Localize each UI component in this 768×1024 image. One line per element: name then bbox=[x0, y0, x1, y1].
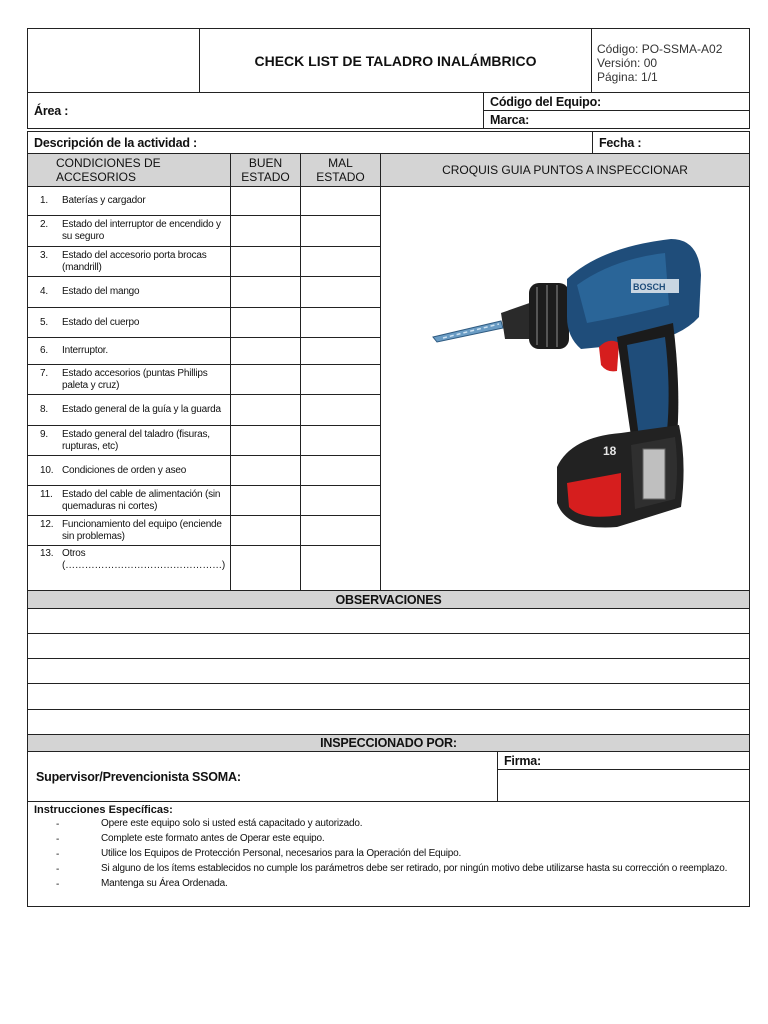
doc-version: Versión: 00 bbox=[597, 56, 658, 70]
item-number: 13. bbox=[40, 548, 54, 559]
col-header-buen: BUEN ESTADO bbox=[230, 153, 301, 187]
checklist-item bbox=[27, 307, 231, 338]
cordless-drill-image bbox=[381, 187, 749, 590]
observations-header: OBSERVACIONES bbox=[27, 590, 750, 609]
buen-estado-checkbox[interactable] bbox=[230, 215, 301, 247]
checklist-item bbox=[27, 246, 231, 277]
item-number: 2. bbox=[40, 219, 48, 230]
buen-estado-checkbox[interactable] bbox=[230, 515, 301, 546]
area-label: Área : bbox=[34, 103, 69, 118]
buen-estado-checkbox[interactable] bbox=[230, 425, 301, 456]
supervisor-field[interactable]: Supervisor/Prevencionista SSOMA: bbox=[27, 751, 498, 802]
brand-label: Marca: bbox=[490, 112, 530, 127]
checklist-item bbox=[27, 545, 231, 592]
equipment-code-label: Código del Equipo: bbox=[490, 94, 601, 109]
svg-text:18: 18 bbox=[603, 444, 617, 458]
observation-line[interactable] bbox=[27, 608, 750, 634]
equipment-code-field[interactable] bbox=[483, 92, 750, 111]
buen-estado-checkbox[interactable] bbox=[230, 276, 301, 308]
signature-label-cell: Firma: bbox=[497, 751, 750, 770]
item-label: Interruptor. bbox=[62, 345, 108, 356]
mal-estado-checkbox[interactable] bbox=[300, 246, 381, 277]
item-number: 10. bbox=[40, 464, 54, 476]
mal-estado-checkbox[interactable] bbox=[300, 485, 381, 516]
brand-field[interactable] bbox=[483, 110, 750, 129]
inspected-by-header: INSPECCIONADO POR: bbox=[27, 734, 750, 752]
item-label: Otros (…………………………………………) bbox=[62, 548, 226, 571]
doc-code: Código: PO-SSMA-A02 bbox=[597, 42, 723, 56]
instruction-item: - Complete este formato antes de Operar este equipo. bbox=[56, 833, 325, 845]
checklist-item bbox=[27, 515, 231, 546]
mal-estado-checkbox[interactable] bbox=[300, 276, 381, 308]
instruction-item: - Mantenga su Área Ordenada. bbox=[56, 878, 228, 890]
instruction-item: - Opere este equipo solo si usted está capacitado y autorizado. bbox=[56, 818, 363, 830]
item-label: Estado del interruptor de encendido y su seguro bbox=[62, 219, 221, 242]
item-label: Estado del cable de alimentación (sin quemaduras ni cortes) bbox=[62, 488, 221, 512]
buen-estado-checkbox[interactable] bbox=[230, 246, 301, 277]
mal-estado-checkbox[interactable] bbox=[300, 394, 381, 426]
mal-estado-checkbox[interactable] bbox=[300, 425, 381, 456]
buen-estado-checkbox[interactable] bbox=[230, 485, 301, 516]
buen-estado-checkbox[interactable] bbox=[230, 394, 301, 426]
observation-line[interactable] bbox=[27, 683, 750, 710]
item-number: 11. bbox=[40, 488, 53, 500]
mal-estado-checkbox[interactable] bbox=[300, 515, 381, 546]
mal-estado-checkbox[interactable] bbox=[300, 364, 381, 395]
battery-pack bbox=[557, 425, 684, 528]
item-label: Estado general de la guía y la guarda bbox=[62, 404, 221, 415]
buen-estado-checkbox[interactable] bbox=[230, 545, 301, 592]
drill-body bbox=[567, 239, 701, 349]
instructions-box bbox=[27, 801, 750, 907]
buen-estado-checkbox[interactable] bbox=[230, 186, 301, 216]
item-number: 6. bbox=[40, 345, 48, 356]
item-label: Baterías y cargador bbox=[62, 195, 146, 206]
mal-estado-checkbox[interactable] bbox=[300, 215, 381, 247]
instructions-title: Instrucciones Específicas: bbox=[34, 804, 173, 816]
drill-image-cell bbox=[380, 186, 750, 591]
checklist-item bbox=[27, 394, 231, 426]
mal-estado-checkbox[interactable] bbox=[300, 186, 381, 216]
checklist-item bbox=[27, 186, 231, 216]
trigger bbox=[599, 341, 619, 372]
item-number: 7. bbox=[40, 367, 48, 379]
item-label: Funcionamiento del equipo (enciende sin problemas) bbox=[62, 518, 222, 542]
signature-field[interactable] bbox=[497, 769, 750, 802]
checklist-item bbox=[27, 215, 231, 247]
item-number: 12. bbox=[40, 518, 54, 530]
observation-line[interactable] bbox=[27, 633, 750, 659]
description-field[interactable] bbox=[27, 131, 593, 154]
item-number: 5. bbox=[40, 316, 48, 328]
item-number: 1. bbox=[40, 195, 48, 206]
buen-estado-checkbox[interactable] bbox=[230, 364, 301, 395]
buen-estado-checkbox[interactable] bbox=[230, 307, 301, 338]
mal-estado-checkbox[interactable] bbox=[300, 455, 381, 486]
document-title: CHECK LIST DE TALADRO INALÁMBRICO bbox=[254, 52, 537, 69]
header-logo-cell bbox=[27, 28, 200, 93]
col-header-mal: MAL ESTADO bbox=[300, 153, 381, 187]
checklist-item bbox=[27, 276, 231, 308]
item-number: 4. bbox=[40, 286, 48, 297]
header-meta-cell bbox=[591, 28, 750, 93]
checklist-item bbox=[27, 425, 231, 456]
col-header-conditions: CONDICIONES DE ACCESORIOS bbox=[27, 153, 231, 187]
drill-bit bbox=[433, 321, 503, 342]
instruction-item: - Utilice los Equipos de Protección Personal, necesarios para la Operación del Equipo. bbox=[56, 848, 462, 860]
col-header-croquis: CROQUIS GUIA PUNTOS A INSPECCIONAR bbox=[380, 153, 750, 187]
buen-estado-checkbox[interactable] bbox=[230, 455, 301, 486]
chuck bbox=[501, 283, 569, 349]
observation-line[interactable] bbox=[27, 658, 750, 684]
area-field[interactable] bbox=[27, 92, 484, 129]
checklist-item bbox=[27, 455, 231, 486]
header-title-cell bbox=[199, 28, 592, 93]
item-number: 3. bbox=[40, 249, 48, 261]
item-label: Condiciones de orden y aseo bbox=[62, 464, 187, 476]
drill-brand-text: BOSCH bbox=[633, 282, 666, 292]
item-number: 8. bbox=[40, 404, 48, 415]
item-label: Estado del accesorio porta brocas (mandrill) bbox=[62, 249, 207, 273]
mal-estado-checkbox[interactable] bbox=[300, 545, 381, 592]
item-number: 9. bbox=[40, 428, 48, 440]
checklist-item bbox=[27, 364, 231, 395]
item-label: Estado del cuerpo bbox=[62, 316, 140, 328]
date-label: Fecha : bbox=[599, 135, 642, 150]
item-label: Estado del mango bbox=[62, 286, 140, 297]
item-label: Estado accesorios (puntas Phillips paleta y cruz) bbox=[62, 367, 208, 391]
buen-estado-checkbox[interactable] bbox=[230, 337, 301, 365]
doc-page: Página: 1/1 bbox=[597, 70, 658, 84]
instruction-item: - Si alguno de los ítems establecidos no cumple los parámetros debe ser retirado, por ningún motivo debe utilizarse hasta su corrección o reemplazo. bbox=[56, 863, 728, 875]
observation-line[interactable] bbox=[27, 709, 750, 735]
mal-estado-checkbox[interactable] bbox=[300, 337, 381, 365]
checklist-item bbox=[27, 337, 231, 365]
description-label: Descripción de la actividad : bbox=[34, 135, 198, 150]
item-label: Estado general del taladro (fisuras, rupturas, etc) bbox=[62, 428, 210, 452]
mal-estado-checkbox[interactable] bbox=[300, 307, 381, 338]
date-field[interactable] bbox=[592, 131, 750, 154]
checklist-item bbox=[27, 485, 231, 516]
